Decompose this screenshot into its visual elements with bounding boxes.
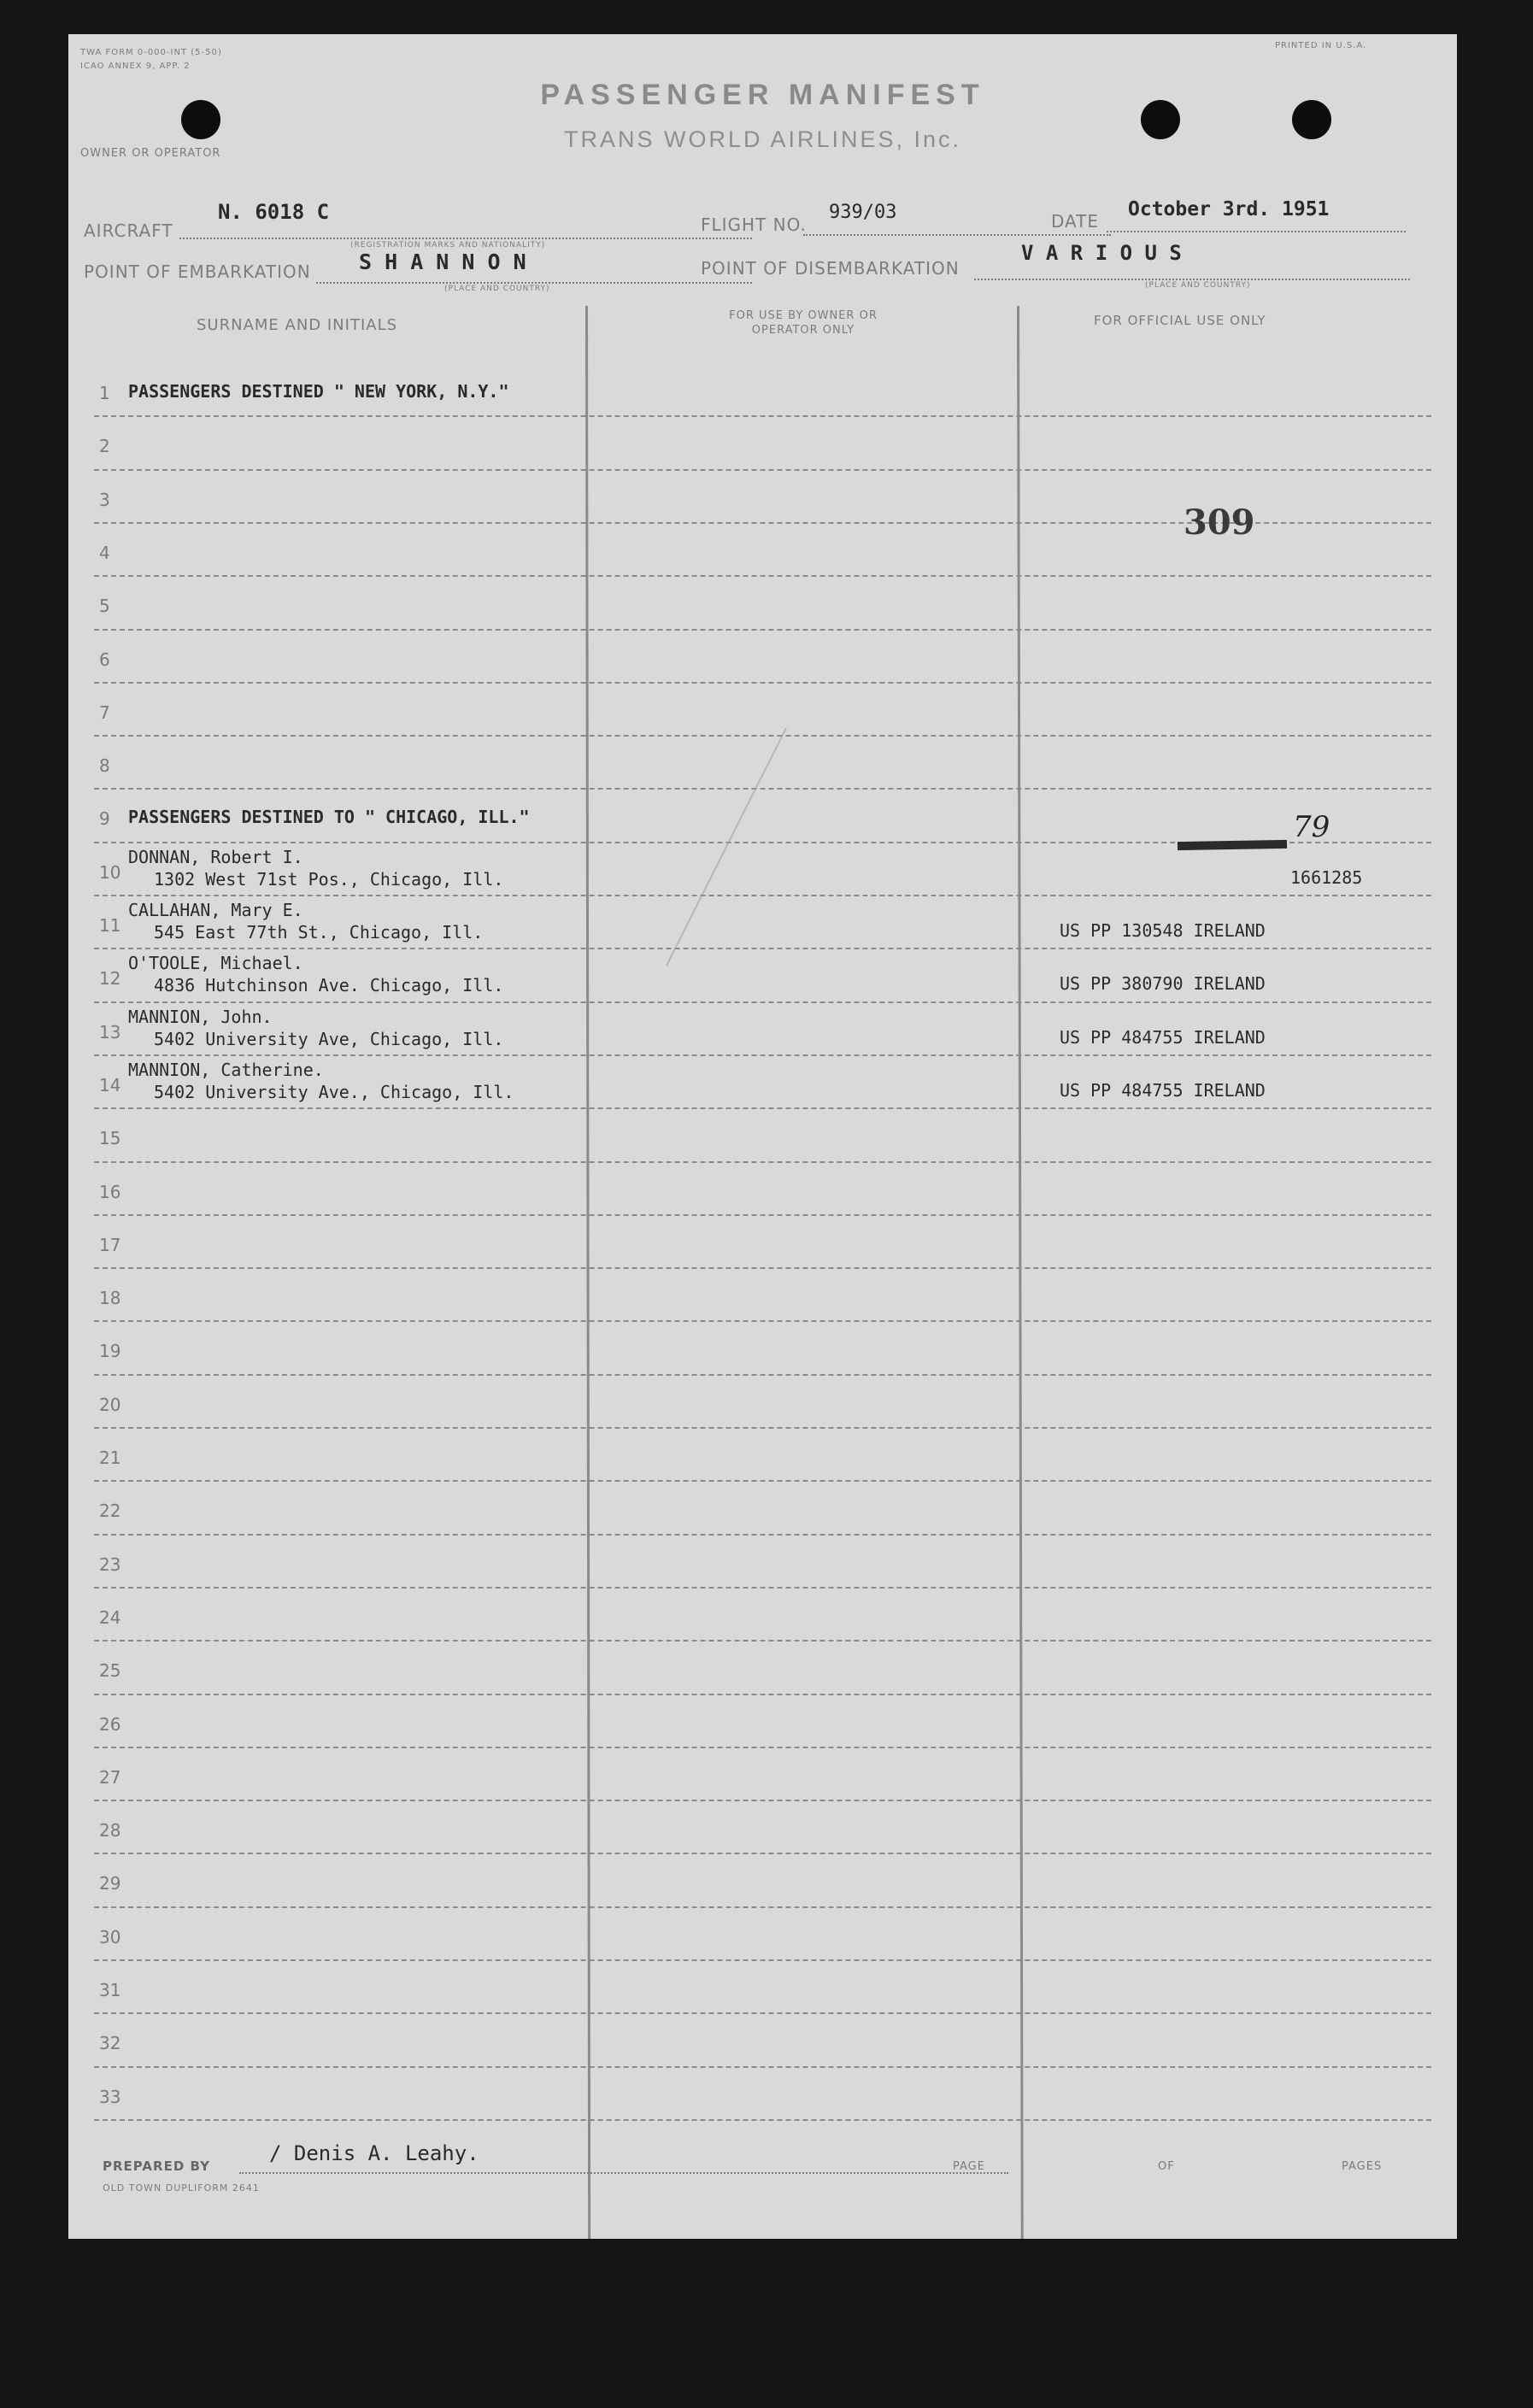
row-number: 28 <box>99 1820 121 1841</box>
disembarkation-caption: (PLACE AND COUNTRY) <box>1145 281 1251 290</box>
of-label: OF <box>1158 2160 1175 2173</box>
row-number: 13 <box>99 1021 121 1042</box>
handwritten-mark: 79 <box>1293 810 1330 844</box>
form-code-2: ICAO ANNEX 9, APP. 2 <box>80 62 191 71</box>
row-number: 4 <box>99 542 110 563</box>
row-number: 9 <box>99 808 110 830</box>
passenger-name: MANNION, Catherine. <box>128 1059 324 1080</box>
owner-operator-label: OWNER OR OPERATOR <box>80 147 221 160</box>
prepared-by-label: PREPARED BY <box>103 2158 210 2174</box>
row-number: 18 <box>99 1288 121 1309</box>
official-entry: US PP 130548 IRELAND <box>1060 920 1266 941</box>
row-number: 27 <box>99 1766 121 1788</box>
flight-number-value: 939/03 <box>829 202 897 223</box>
row-number: 33 <box>99 2086 121 2107</box>
official-entry: US PP 380790 IRELAND <box>1060 973 1266 995</box>
row-number: 32 <box>99 2033 121 2054</box>
scan-trace <box>68 34 1457 2239</box>
row-number: 12 <box>99 968 121 990</box>
official-entry: 1661285 <box>1290 866 1363 888</box>
row-number: 17 <box>99 1234 121 1255</box>
manifest-sheet <box>68 34 1457 2239</box>
column-header-official-use: FOR OFFICIAL USE ONLY <box>1094 313 1266 328</box>
passenger-address: 5402 University Ave, Chicago, Ill. <box>154 1028 504 1049</box>
passenger-name: O'TOOLE, Michael. <box>128 953 303 974</box>
row-number: 15 <box>99 1128 121 1149</box>
prepared-by-value: / Denis A. Leahy. <box>269 2141 479 2165</box>
row-number: 25 <box>99 1660 121 1682</box>
passenger-address: 1302 West 71st Pos., Chicago, Ill. <box>154 868 504 890</box>
airline-name: TRANS WORLD AIRLINES, Inc. <box>563 126 962 152</box>
row-number: 6 <box>99 649 110 670</box>
row-number: 20 <box>99 1394 121 1415</box>
row-number: 10 <box>99 861 121 883</box>
row-number: 8 <box>99 755 110 777</box>
date-label: DATE <box>1051 211 1100 232</box>
aircraft-label: AIRCRAFT <box>84 220 173 241</box>
passenger-name: PASSENGERS DESTINED TO " CHICAGO, ILL." <box>128 807 530 828</box>
row-number: 30 <box>99 1926 121 1947</box>
registration-caption: (REGISTRATION MARKS AND NATIONALITY) <box>350 241 546 250</box>
row-number: 19 <box>99 1341 121 1362</box>
page-label: PAGE <box>953 2160 985 2173</box>
passenger-name: PASSENGERS DESTINED " NEW YORK, N.Y." <box>128 381 509 402</box>
row-number: 2 <box>99 436 110 457</box>
passenger-address: 4836 Hutchinson Ave. Chicago, Ill. <box>154 975 504 996</box>
flight-number-label: FLIGHT NO. <box>701 214 807 235</box>
embarkation-label: POINT OF EMBARKATION <box>84 261 311 282</box>
manifest-title: PASSENGER MANIFEST <box>540 79 985 111</box>
embarkation-caption: (PLACE AND COUNTRY) <box>444 285 550 293</box>
date-value: October 3rd. 1951 <box>1128 198 1330 220</box>
row-number: 16 <box>99 1181 121 1202</box>
passenger-name: CALLAHAN, Mary E. <box>128 900 303 920</box>
printer-imprint: OLD TOWN DUPLIFORM 2641 <box>103 2182 260 2194</box>
passenger-address: 545 East 77th St., Chicago, Ill. <box>154 922 484 943</box>
disembarkation-label: POINT OF DISEMBARKATION <box>701 258 960 279</box>
row-number: 24 <box>99 1606 121 1628</box>
row-number: 22 <box>99 1501 121 1522</box>
row-number: 5 <box>99 596 110 617</box>
row-number: 1 <box>99 383 110 403</box>
pages-label: PAGES <box>1342 2160 1383 2173</box>
row-number: 29 <box>99 1873 121 1894</box>
row-number: 26 <box>99 1713 121 1735</box>
aircraft-value: N. 6018 C <box>218 200 330 224</box>
row-number: 14 <box>99 1074 121 1095</box>
form-code-1: TWA FORM 0-000-INT (5-50) <box>80 48 222 57</box>
disembarkation-value: V A R I O U S <box>1021 241 1182 265</box>
stamp-number: 309 <box>1184 502 1255 543</box>
passenger-name: MANNION, John. <box>128 1006 273 1027</box>
corner-print-text: PRINTED IN U.S.A. <box>1275 41 1367 50</box>
passenger-address: 5402 University Ave., Chicago, Ill. <box>154 1081 514 1102</box>
column-header-surname: SURNAME AND INITIALS <box>197 316 398 334</box>
row-number: 23 <box>99 1553 121 1575</box>
row-number: 31 <box>99 1980 121 2000</box>
embarkation-value: S H A N N O N <box>359 250 526 274</box>
passenger-name: DONNAN, Robert I. <box>128 846 303 867</box>
official-entry: US PP 484755 IRELAND <box>1060 1079 1266 1101</box>
column-header-owner-use: FOR USE BY OWNER OR OPERATOR ONLY <box>729 309 878 337</box>
row-number: 11 <box>99 915 121 936</box>
row-number: 21 <box>99 1448 121 1468</box>
official-entry: US PP 484755 IRELAND <box>1060 1026 1266 1048</box>
row-number: 7 <box>99 702 110 723</box>
row-number: 3 <box>99 489 110 510</box>
